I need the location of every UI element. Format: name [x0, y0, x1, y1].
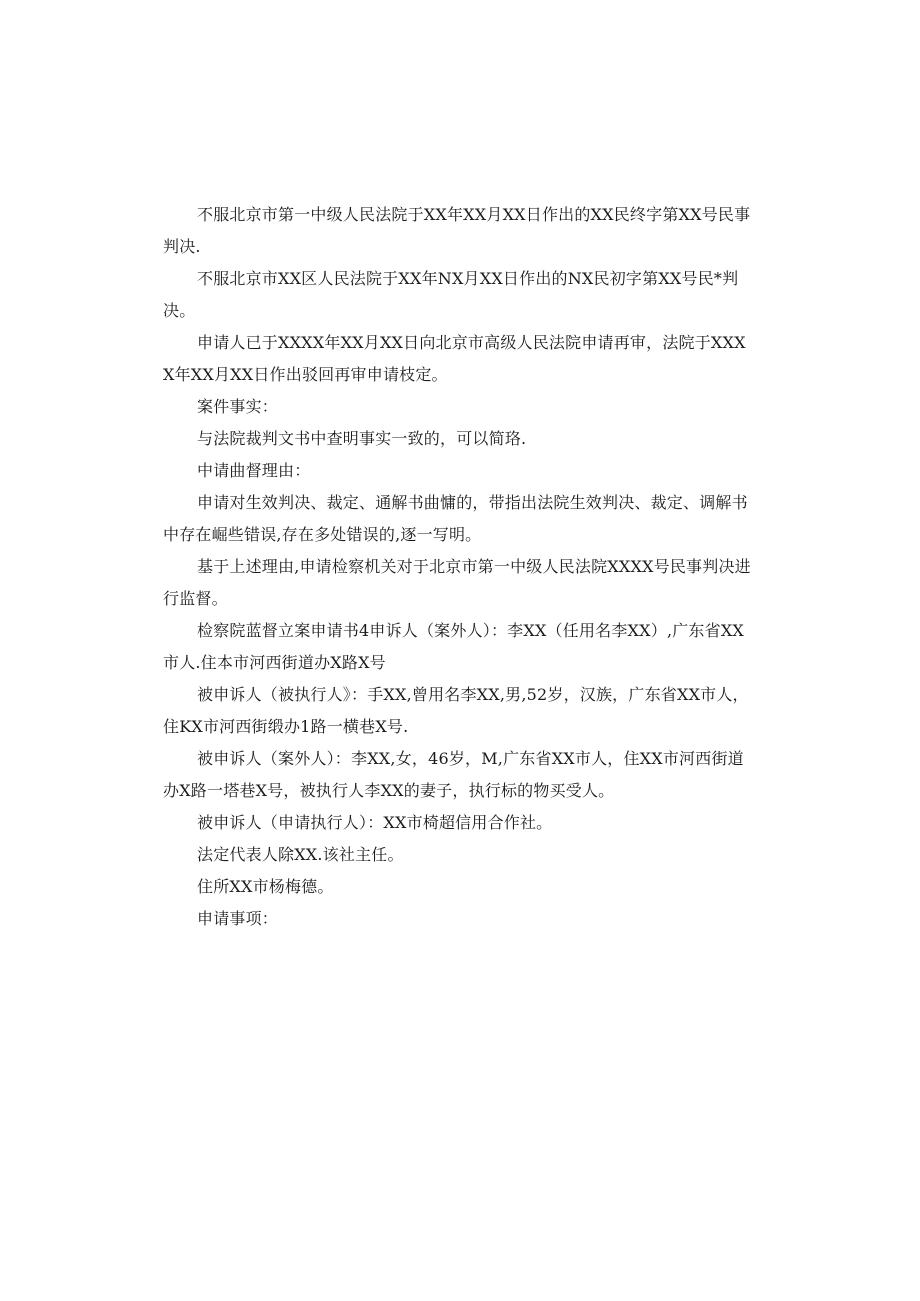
paragraph-respondent-execution-applicant: 被申诉人（申请执行人）：XX市椅超信用合作社。 — [197, 813, 553, 832]
paragraph-appeal-district-court-ruling: 不服北京市XX区人民法院于XX年NX月XX日作出的NX民初字第XX号民*判决。 — [163, 269, 739, 320]
heading-case-facts: 案件事实： — [197, 397, 279, 416]
paragraph-case-facts: 与法院裁判文书中查明事实一致的，可以简珞. — [197, 429, 527, 448]
document-body — [163, 199, 755, 935]
paragraph-retrial-application: 申请人已于XXXX年XX月XX日向北京市高级人民法院申请再审，法院于XXXX年XX月XX日作出驳回再审申请枝定。 — [163, 333, 746, 384]
paragraph-address: 住所XX市杨梅德。 — [197, 877, 334, 896]
paragraph-legal-representative: 法定代表人除XX.该社主任。 — [197, 845, 404, 864]
paragraph-respondent-executed-party: 被申诉人（被执行人》：手XX,曾用名李XX,男,52岁，汉族，广东省XX市人，住KX市河西街缎办1路一横巷X号. — [163, 685, 749, 736]
heading-application-items: 申请事项： — [197, 909, 279, 928]
paragraph-appeal-first-instance-ruling: 不服北京市第一中级人民法院于XX年XX月XX日作出的XX民终字第XX号民事判决. — [163, 205, 751, 256]
paragraph-supervision-request: 基于上述理由,申请检察机关对于北京市第一中级人民法院XXXX号民事判决进行监督。 — [163, 557, 751, 608]
heading-supervision-reasons: 中请曲督理由： — [197, 461, 311, 480]
paragraph-applicant: 检察院蓝督立案申请书4申诉人（案外人）：李XX（任用名李XX）,广东省XX市人.住本市河西街道办X路X号 — [163, 621, 745, 672]
paragraph-respondent-outsider: 被申诉人（案外人）：李XX,女，46岁，M,广东省XX市人，住XX市河西街道办X路一塔巷X号，被执行人李XX的妻子，执行标的物买受人。 — [163, 749, 744, 800]
paragraph-supervision-reasons: 申请对生效判决、裁定、通解书曲慵的，带指出法院生效判决、裁定、调解书中存在崛些错误,存在多处错误的,逐一写明。 — [163, 493, 748, 544]
